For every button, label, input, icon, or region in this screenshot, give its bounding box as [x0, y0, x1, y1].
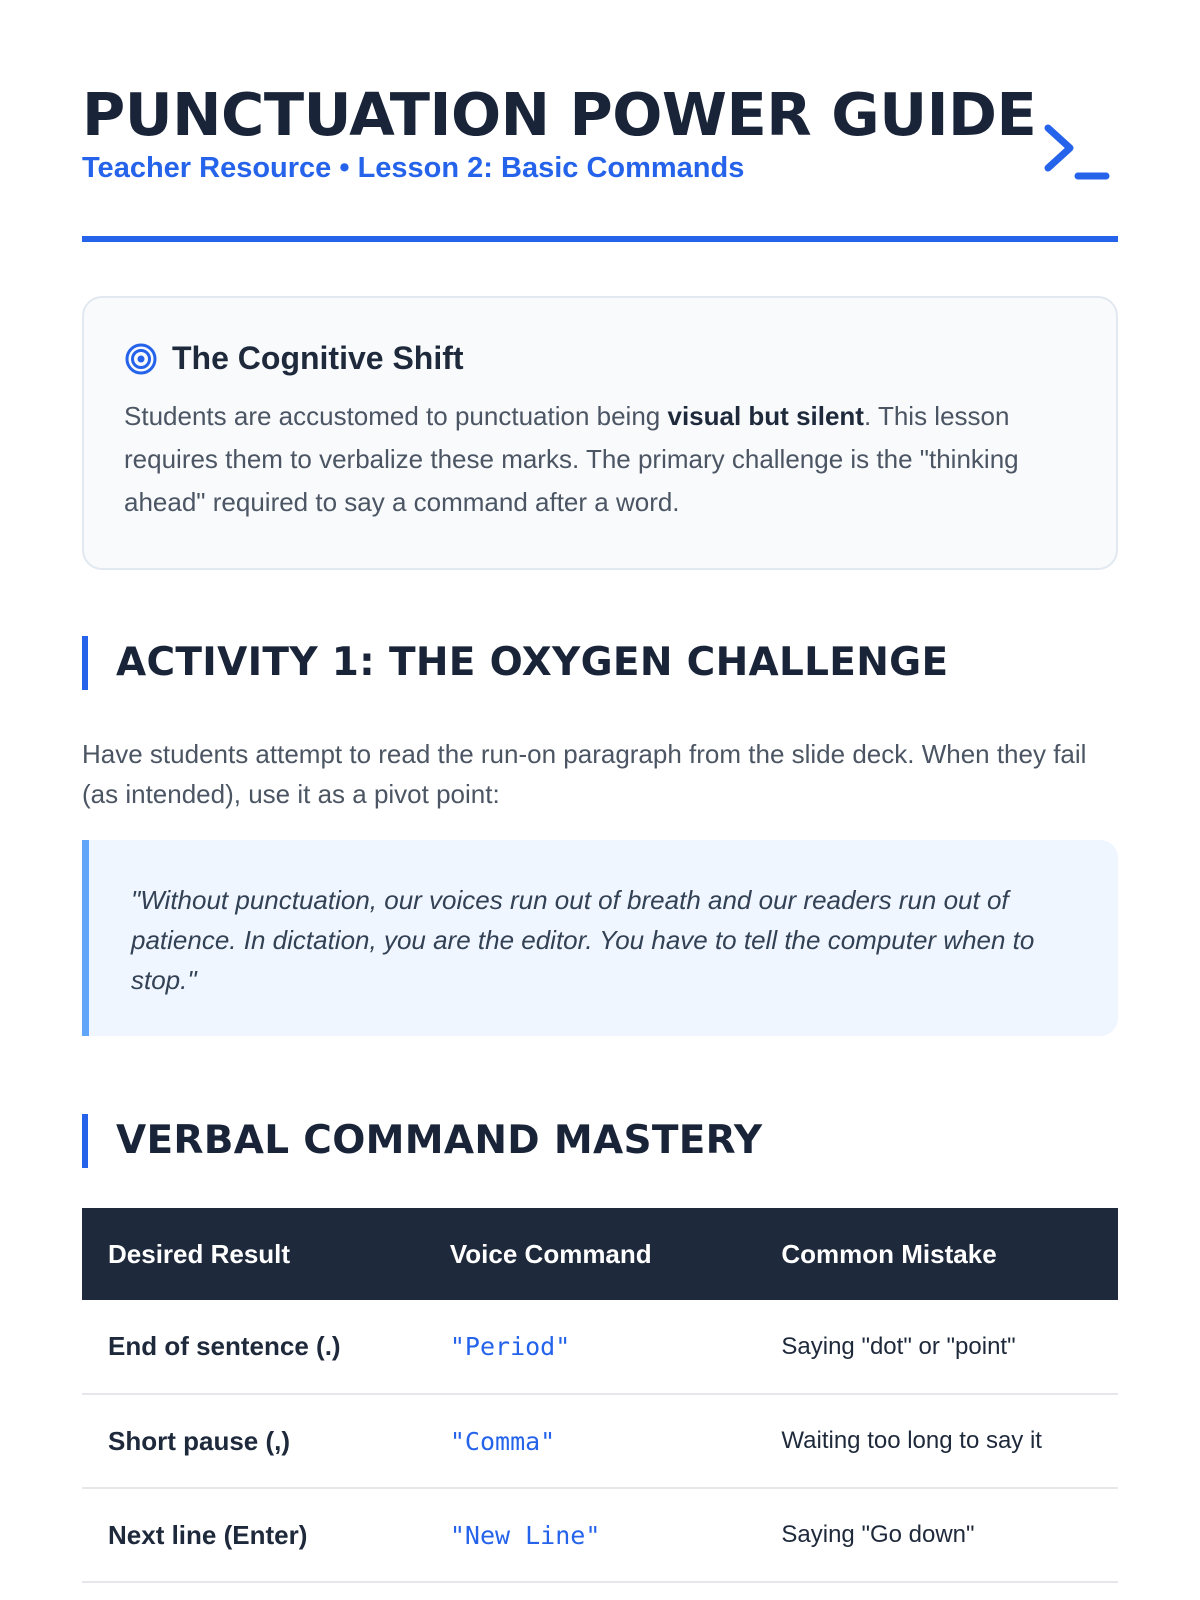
table-row [82, 1394, 1118, 1488]
pivot-quote: "Without punctuation, our voices run out of breath and our readers run out of patience. In dictation, you are the editor. You have to tell the computer when to stop." [82, 840, 1118, 1036]
card-body [124, 395, 1076, 524]
mastery-heading: VERBAL COMMAND MASTERY [116, 1118, 763, 1163]
table-row [82, 1488, 1118, 1582]
page-subtitle: Teacher Resource • Lesson 2: Basic Commands [82, 152, 745, 184]
card-body-emphasis: visual but silent [667, 401, 864, 431]
cell-result: Next line (Enter) [82, 1488, 424, 1582]
cell-result: Short pause (,) [82, 1394, 424, 1488]
card-title: The Cognitive Shift [172, 340, 464, 376]
cognitive-shift-card [82, 296, 1118, 570]
card-header [124, 340, 1076, 377]
activity-heading: ACTIVITY 1: THE OXYGEN CHALLENGE [116, 640, 949, 685]
cell-mistake: Saying "dot" or "point" [755, 1300, 1118, 1394]
activity-section-header [82, 636, 1118, 690]
mastery-section-header [82, 1114, 1118, 1168]
page-header [82, 0, 1118, 184]
cell-command: "New Line" [424, 1488, 756, 1582]
card-body-text: Students are accustomed to punctuation being [124, 401, 668, 431]
table-row [82, 1300, 1118, 1394]
terminal-prompt-icon [1044, 124, 1112, 184]
column-header-command: Voice Command [424, 1208, 756, 1300]
column-header-mistake: Common Mistake [755, 1208, 1118, 1300]
table-header-row [82, 1208, 1118, 1300]
header-divider [82, 236, 1118, 242]
cell-mistake: Saying "Go down" [755, 1488, 1118, 1582]
cell-command: "Period" [424, 1300, 756, 1394]
activity-intro: Have students attempt to read the run-on paragraph from the slide deck. When they fail (as intended), use it as a pivot point: [82, 739, 1087, 809]
column-header-result: Desired Result [82, 1208, 424, 1300]
page-title: PUNCTUATION POWER GUIDE [82, 80, 1037, 149]
card-body-text-end: . This lesson requires them to verbalize these marks. The primary challenge is the "thinking ahead" required to say a command after a word. [124, 401, 1019, 517]
cell-command: "Comma" [424, 1394, 756, 1488]
command-table [82, 1208, 1118, 1583]
cell-mistake: Waiting too long to say it [755, 1394, 1118, 1488]
cell-result: End of sentence (.) [82, 1300, 424, 1394]
target-icon [124, 342, 158, 376]
section-accent-bar [82, 1114, 88, 1168]
section-accent-bar [82, 636, 88, 690]
